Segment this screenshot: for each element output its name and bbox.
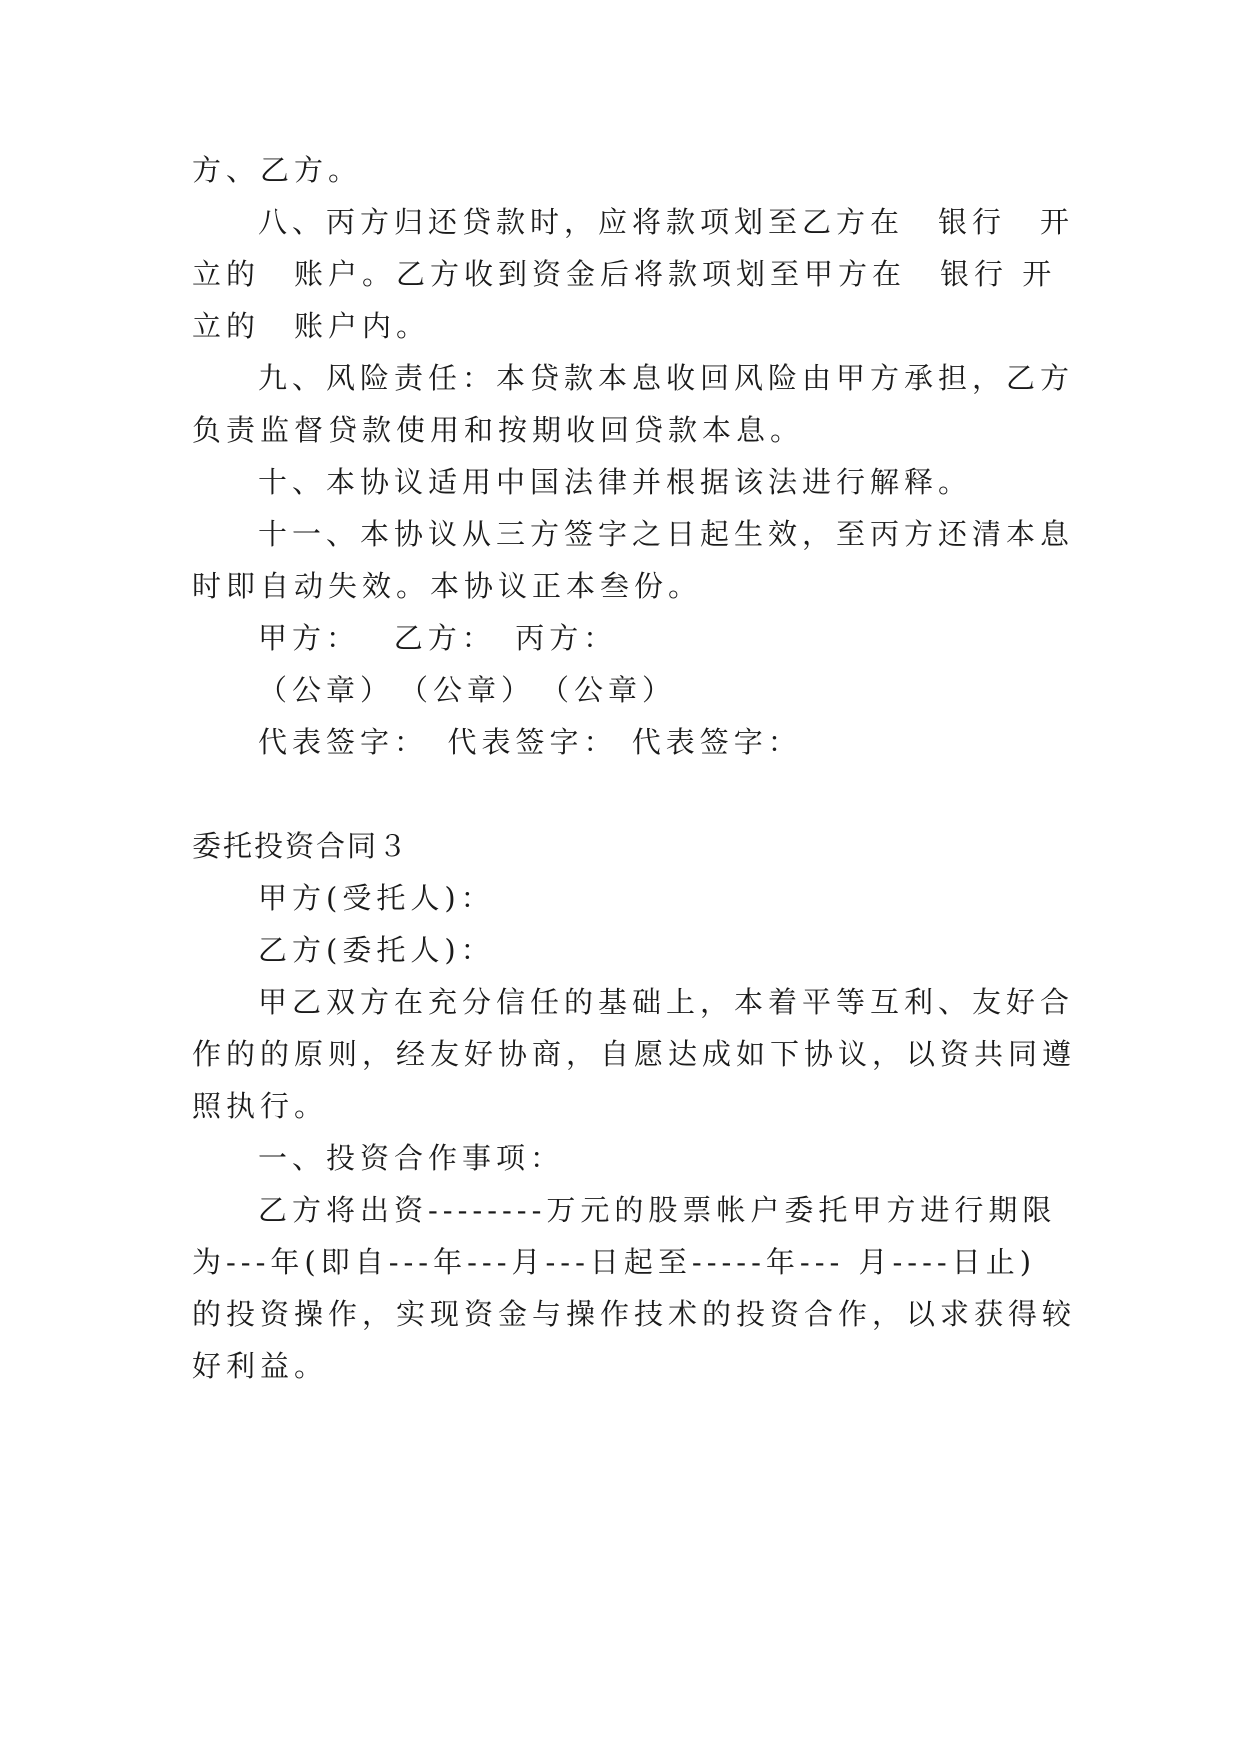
paragraph-line: 好利益。 xyxy=(192,1349,329,1383)
paragraph-line: 十、本协议适用中国法律并根据该法进行解释。 xyxy=(258,465,973,499)
paragraph-line: 的投资操作，实现资金与操作技术的投资合作，以求获得较 xyxy=(192,1297,1077,1331)
paragraph-line: 立的 账户。乙方收到资金后将款项划至甲方在 银行 开 xyxy=(192,257,1057,291)
paragraph-line: 负责监督贷款使用和按期收回贷款本息。 xyxy=(192,413,805,447)
paragraph-line: 九、风险责任：本贷款本息收回风险由甲方承担，乙方 xyxy=(258,361,1075,395)
paragraph-line: 立的 账户内。 xyxy=(192,309,431,343)
party-a-line: 甲方(受托人)： xyxy=(258,881,495,915)
paragraph-line: 乙方将出资--------万元的股票帐户委托甲方进行期限 xyxy=(258,1193,1057,1227)
clause-heading: 一、投资合作事项： xyxy=(258,1141,565,1175)
section-title: 委托投资合同３ xyxy=(192,829,410,863)
seal-line: （公章） （公章） （公章） xyxy=(258,673,677,707)
paragraph-line: 方、乙方。 xyxy=(192,153,363,187)
paragraph-line: 照执行。 xyxy=(192,1089,329,1123)
paragraph-line: 十一、本协议从三方签字之日起生效，至丙方还清本息 xyxy=(258,517,1075,551)
paragraph-line: 时即自动失效。本协议正本叁份。 xyxy=(192,569,703,603)
paragraph-line: 作的的原则，经友好协商，自愿达成如下协议，以资共同遵 xyxy=(192,1037,1077,1071)
party-b-line: 乙方(委托人)： xyxy=(258,933,495,967)
signature-parties-line: 甲方： 乙方： 丙方： xyxy=(258,621,618,655)
paragraph-line: 甲乙双方在充分信任的基础上，本着平等互利、友好合 xyxy=(258,985,1075,1019)
paragraph-line: 八、丙方归还贷款时，应将款项划至乙方在 银行 开 xyxy=(258,205,1075,239)
paragraph-line: 为---年(即自---年---月---日起至-----年--- 月----日止) xyxy=(192,1245,1037,1279)
representative-signature-line: 代表签字： 代表签字： 代表签字： xyxy=(258,725,802,759)
